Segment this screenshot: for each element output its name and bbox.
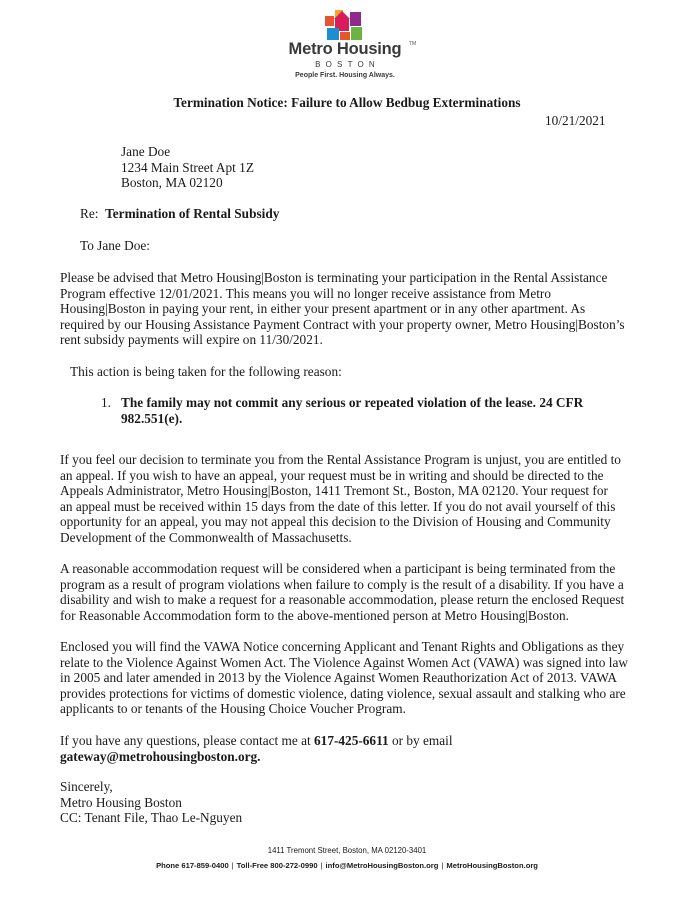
paragraph-line: Appeals Administrator, Metro Housing|Boston, 1411 Tremont St., Boston, MA 02120. Your request for [60,483,608,499]
paragraph-line: If you feel our decision to terminate you from the Rental Assistance Program is unjust, you are entitled to [60,452,621,467]
footer-tollfree: Toll-Free 800-272-0990 [236,861,318,870]
footer-website[interactable]: MetroHousingBoston.org [446,861,538,870]
footer-separator: | [320,861,323,870]
paragraph-line: provides protections for victims of domestic violence, dating violence, sexual assault and stalking who are [60,685,626,701]
paragraph-line: opportunity for an appeal, you may not appeal this decision to the Division of Housing and Community [60,514,611,530]
re-subject: Termination of Rental Subsidy [105,206,280,221]
contact-phone[interactable]: 617-425-6611 [314,733,389,748]
paragraph-line: Please be advised that Metro Housing|Boston is terminating your participation in the Rental Assistance [60,270,608,285]
paragraph-line: Program effective 12/01/2021. This means you will no longer receive assistance from Metro [60,285,551,301]
contact-mid: or by email [388,733,453,748]
notice-date: 10/21/2021 [545,113,606,128]
closing-block [60,779,242,826]
reason-intro: This action is being taken for the following reason: [70,364,342,379]
logo-block-blue [327,28,339,40]
contact-email[interactable]: gateway@metrohousingboston.org. [60,748,261,764]
recipient-address [121,144,254,191]
footer-separator: | [231,861,234,870]
paragraph-line: an appeal must be received within 15 days from the date of this letter. If you do not avail yourself of this [60,498,616,514]
cc-line: CC: Tenant File, Thao Le-Nguyen [60,810,243,826]
footer-contact [0,861,694,870]
paragraph-contact [60,733,660,764]
paragraph-line: program as a result of program violations when failure to comply is the result of a disability. If you have a [60,576,624,592]
paragraph-accommodation [60,561,660,623]
paragraph-termination [60,270,660,348]
reason-number: 1. [101,395,111,410]
paragraph-line: Development of the Commonwealth of Massachusetts. [60,529,352,545]
salutation: To Jane Doe: [80,238,150,253]
paragraph-line: Enclosed you will find the VAWA Notice concerning Applicant and Tenant Rights and Obligations as they [60,639,625,654]
contact-line [60,749,660,765]
notice-title: Termination Notice: Failure to Allow Bedbug Exterminations [173,95,521,110]
re-prefix: Re: [80,206,99,221]
paragraph-line: Housing|Boston in paying your rent, in either your present apartment or in any other apartment. As [60,301,586,317]
logo-trademark: TM [409,41,417,47]
logo-name: Metro Housing [288,40,402,58]
signer: Metro Housing Boston [60,794,182,810]
metro-housing-logo-mark [321,6,369,42]
paragraph-vawa [60,639,660,717]
paragraph-line: required by our Housing Assistance Payment Contract with your property owner, Metro Housing|Boston’s [60,316,625,332]
recipient-city: Boston, MA 02120 [121,175,223,191]
logo-block-orange [325,16,334,26]
reason-line: The family may not commit any serious or repeated violation of the lease. 24 CFR [121,395,584,410]
paragraph-line: rent subsidy payments will expire on 11/30/2021. [60,332,323,348]
paragraph-line: applicants to or tenants of the Housing Choice Voucher Program. [60,701,406,717]
paragraph-line: relate to the Violence Against Women Act. The Violence Against Women Act (VAWA) was signed into law [60,654,628,670]
paragraph-line: for Reasonable Accommodation form to the above-mentioned person at Metro Housing|Boston. [60,607,569,623]
paragraph-line: an appeal. If you wish to have an appeal, your request must be in writing and should be directed to the [60,467,604,483]
recipient-street: 1234 Main Street Apt 1Z [121,159,254,175]
reason-line: 982.551(e). [121,410,183,426]
re-line [80,206,279,222]
footer-email[interactable]: info@MetroHousingBoston.org [325,861,439,870]
paragraph-line: disability and wish to make a request for a reasonable accommodation, please return the enclosed Request [60,592,625,608]
valediction: Sincerely, [60,779,113,794]
paragraph-line: A reasonable accommodation request will be considered when a participant is being terminated from the [60,561,616,576]
footer-separator: | [441,861,444,870]
recipient-name: Jane Doe [121,144,171,159]
footer-address: 1411 Tremont Street, Boston, MA 02120-3401 [267,846,427,855]
logo-tagline: People First. Housing Always. [295,72,395,79]
reason-text [121,395,621,426]
contact-line [60,733,660,749]
logo-city: BOSTON [315,60,380,69]
logo-block-green [351,27,362,40]
footer-phone: Phone 617-859-0400 [156,861,229,870]
paragraph-appeal [60,452,660,546]
logo-block-purple [350,12,361,26]
contact-lead: If you have any questions, please contact me at [60,733,315,748]
logo-block-red [340,32,350,40]
paragraph-line: in 2005 and later amended in 2013 by the Violence Against Women Reauthorization Act of 2013. VAWA [60,670,618,686]
